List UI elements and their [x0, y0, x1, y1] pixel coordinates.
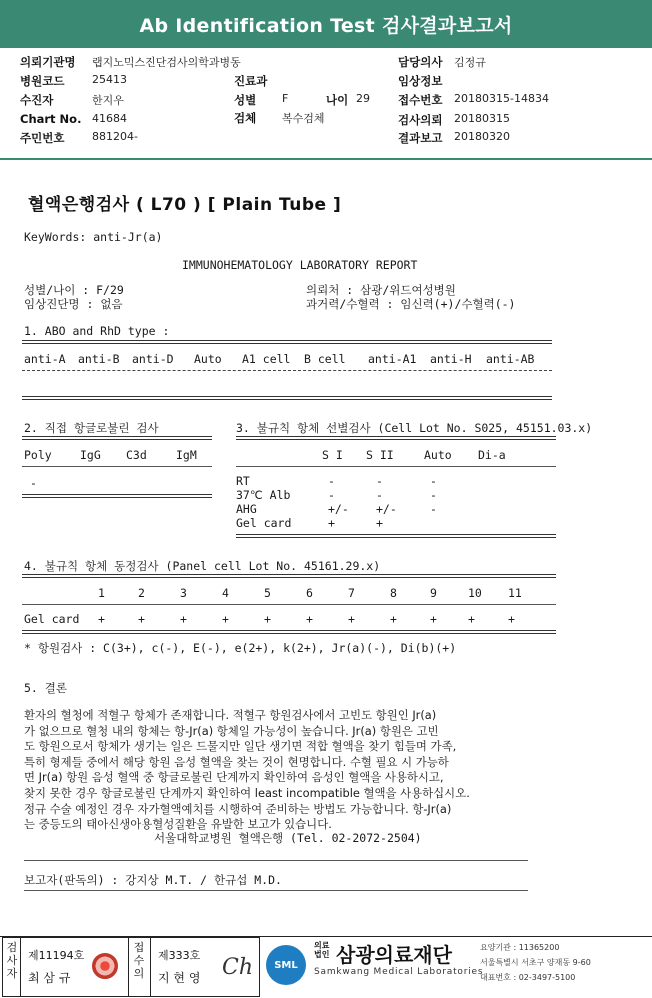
referral: 의뢰처 : 삼광/위드여성병원 [306, 283, 456, 297]
institution-value: 랩지노믹스진단검사의학과병동 [92, 56, 241, 69]
screen-row-label: Gel card [236, 516, 292, 530]
report-title: Ab Identification Test 검사결과보고서 [139, 14, 513, 37]
panel-cell-number: 2 [138, 586, 145, 600]
rrn-label: 주민번호 [20, 131, 65, 145]
abo-column-header: anti-D [132, 352, 174, 366]
requested-value: 20180315 [454, 112, 510, 125]
divider [22, 396, 552, 400]
screen-row-value: + [376, 516, 383, 530]
conclusion-line: 찾지 못한 경우 항글로불린 단계까지 확인하여 least incompatible 혈액을 사용하십시오. [24, 785, 470, 800]
age-label: 나이 [326, 93, 349, 107]
panel-cell-result: + [138, 612, 145, 626]
abo-column-header: anti-B [78, 352, 120, 366]
footer [0, 936, 652, 998]
screen-column-header: S II [366, 448, 394, 462]
chart-no-label: Chart No. [20, 112, 82, 126]
sex-label: 성별 [234, 93, 257, 107]
sex-value: F [282, 92, 289, 105]
divider [22, 340, 552, 344]
diagnosis: 임상진단명 : 없음 [24, 297, 123, 311]
hospital-code-label: 병원코드 [20, 74, 65, 88]
screen-row-value: + [328, 516, 335, 530]
panel-cell-result: + [264, 612, 271, 626]
panel-cell-result: + [98, 612, 105, 626]
signature: Ch [222, 955, 254, 980]
logo-mark: SML [274, 959, 298, 971]
screen-section-title: 3. 불규칙 항체 선별검사 (Cell Lot No. S025, 45151.03.x) [236, 421, 593, 435]
panel-cell-number: 8 [390, 586, 397, 600]
screen-column-header: S I [322, 448, 343, 462]
accession-value: 20180315-14834 [454, 92, 549, 105]
accession-label: 접수번호 [398, 93, 443, 107]
divider [22, 370, 552, 371]
specimen-label: 검체 [234, 111, 257, 125]
divider [20, 937, 21, 997]
screen-row-label: RT [236, 474, 250, 488]
dat-section-title: 2. 직접 항글로불린 검사 [24, 421, 159, 435]
panel-row-label: Gel card [24, 612, 80, 626]
conclusion-text [24, 708, 624, 833]
corp-type: 의료법인 [314, 941, 330, 959]
dat-column-header: Poly [24, 448, 52, 462]
screen-row-label: 37℃ Alb [236, 488, 291, 502]
panel-cell-result: + [430, 612, 437, 626]
panel-cell-number: 7 [348, 586, 355, 600]
panel-cell-result: + [222, 612, 229, 626]
address: 서울특별시 서초구 양재동 9-60 [480, 958, 591, 967]
rrn-value: 881204- [92, 130, 138, 143]
panel-cell-number: 11 [508, 586, 522, 600]
patient-info-panel [0, 48, 652, 160]
panel-cell-result: + [508, 612, 515, 626]
panel-cell-result: + [180, 612, 187, 626]
scanned-report [0, 164, 652, 934]
abo-column-header: Auto [194, 352, 222, 366]
divider [236, 466, 556, 467]
conclusion-line: 도 항원으로서 항체가 생기는 일은 드물지만 일단 생기면 적합 혈액을 찾기 힘들며 가족, [24, 739, 457, 754]
institution-code: 요양기관 : 11365200 [480, 943, 560, 952]
corp-name: 삼광의료재단 [336, 943, 452, 967]
doctor-label: 담당의사 [398, 55, 443, 69]
report-section-title: 혈액은행검사 ( L70 ) [ Plain Tube ] [28, 195, 342, 215]
panel-cell-number: 9 [430, 586, 437, 600]
abo-column-header: anti-A1 [368, 352, 417, 366]
divider [236, 534, 556, 538]
institution-label: 의뢰기관명 [20, 55, 76, 69]
inspector-label: 검 사 자 [6, 941, 18, 980]
age-value: 29 [356, 92, 370, 105]
specimen-value: 복수검체 [282, 112, 325, 125]
panel-cell-result: + [348, 612, 355, 626]
panel-cell-number: 10 [468, 586, 482, 600]
reported-label: 결과보고 [398, 131, 443, 145]
conclusion-title: 5. 결론 [24, 681, 67, 695]
requested-label: 검사의뢰 [398, 113, 443, 127]
screen-row-value: +/- [376, 502, 397, 516]
conclusion-line: 면 Jr(a) 항원 음성 혈액 중 항글로불린 단계까지 확인하여 음성인 혈액을 사용하시고, [24, 770, 444, 785]
approver-label: 접 수 의 [133, 941, 145, 980]
approver-license: 제333호 [158, 949, 201, 962]
hospital-code-value: 25413 [92, 73, 127, 86]
conclusion-line: 정규 수술 예정인 경우 자가혈액예치를 시행하여 준비하는 방법도 가능합니다. 항-Jr(a) [24, 801, 452, 816]
conclusion-line: 가 없으므로 혈청 내의 항체는 항-Jr(a) 항체일 가능성이 높습니다. Jr(a) 항원은 고빈 [24, 723, 439, 738]
patient-value: 한지우 [92, 94, 124, 107]
screen-row-value: - [328, 488, 335, 502]
reported-value: 20180320 [454, 130, 510, 143]
reporter: 보고자(판독의) : 강지상 M.T. / 한규섭 M.D. [24, 873, 282, 887]
panel-cell-number: 6 [306, 586, 313, 600]
chart-no-value: 41684 [92, 112, 127, 125]
dat-value: - [30, 476, 37, 490]
abo-column-header: anti-A [24, 352, 66, 366]
sex-age: 성별/나이 : F/29 [24, 283, 124, 297]
screen-row-label: AHG [236, 502, 257, 516]
divider [236, 436, 556, 440]
keywords: KeyWords: anti-Jr(a) [24, 230, 163, 244]
divider [24, 890, 528, 891]
abo-column-header: anti-H [430, 352, 472, 366]
divider [22, 574, 556, 578]
sml-logo-icon [266, 945, 306, 985]
dat-column-header: IgG [80, 448, 101, 462]
dept-label: 진료과 [234, 74, 268, 88]
screen-row-value: - [376, 474, 383, 488]
seal-icon [92, 953, 118, 979]
conclusion-line: 는 중등도의 태아신생아용혈성질환을 유발한 보고가 있습니다. [24, 817, 332, 832]
screen-row-value: - [430, 488, 437, 502]
panel-section-title: 4. 불규칙 항체 동정검사 (Panel cell Lot No. 45161.29.x) [24, 559, 381, 573]
dat-column-header: C3d [126, 448, 147, 462]
panel-cell-number: 5 [264, 586, 271, 600]
divider [24, 860, 528, 861]
conclusion-line: 특히 형제들 중에서 해당 항원 음성 혈액을 찾는 것이 현명합니다. 수혈 필요 시 가능하 [24, 754, 449, 769]
approver-name: 지 현 영 [158, 971, 201, 985]
blood-bank-contact: 서울대학교병원 혈액은행 (Tel. 02-2072-2504) [154, 831, 422, 845]
corp-english-name: Samkwang Medical Laboratories [314, 967, 484, 977]
report-header [0, 0, 652, 48]
screen-column-header: Auto [424, 448, 452, 462]
abo-section-title: 1. ABO and RhD type : [24, 324, 170, 338]
conclusion-line: 환자의 혈청에 적혈구 항체가 존재합니다. 적혈구 항원검사에서 고빈도 항원인 Jr(a) [24, 708, 437, 722]
divider [128, 937, 129, 997]
divider [150, 937, 151, 997]
screen-column-header: Di-a [478, 448, 506, 462]
panel-cell-number: 1 [98, 586, 105, 600]
abo-column-header: A1 cell [242, 352, 291, 366]
panel-cell-result: + [390, 612, 397, 626]
dat-column-header: IgM [176, 448, 197, 462]
transfusion-history: 과거력/수혈력 : 임신력(+)/수혈력(-) [306, 297, 516, 311]
abo-column-header: B cell [304, 352, 346, 366]
screen-row-value: - [430, 474, 437, 488]
divider [22, 466, 212, 467]
clinical-info-label: 임상정보 [398, 74, 443, 88]
divider [22, 604, 556, 605]
antigen-result: * 항원검사 : C(3+), c(-), E(-), e(2+), k(2+), Jr(a)(-), Di(b)(+) [24, 641, 457, 655]
panel-cell-result: + [306, 612, 313, 626]
screen-row-value: - [430, 502, 437, 516]
divider [22, 630, 556, 634]
divider [22, 436, 212, 440]
lab-report-title: IMMUNOHEMATOLOGY LABORATORY REPORT [182, 258, 418, 272]
screen-row-value: - [328, 474, 335, 488]
abo-column-header: anti-AB [486, 352, 535, 366]
panel-cell-number: 4 [222, 586, 229, 600]
inspector-name: 최 삼 규 [28, 971, 71, 985]
panel-cell-result: + [468, 612, 475, 626]
patient-label: 수진자 [20, 93, 54, 107]
panel-cell-number: 3 [180, 586, 187, 600]
main-phone: 대표번호 : 02-3497-5100 [480, 973, 576, 982]
doctor-value: 김정규 [454, 56, 486, 69]
screen-row-value: +/- [328, 502, 349, 516]
divider [22, 494, 212, 498]
screen-row-value: - [376, 488, 383, 502]
inspector-license: 제11194호 [28, 949, 85, 962]
